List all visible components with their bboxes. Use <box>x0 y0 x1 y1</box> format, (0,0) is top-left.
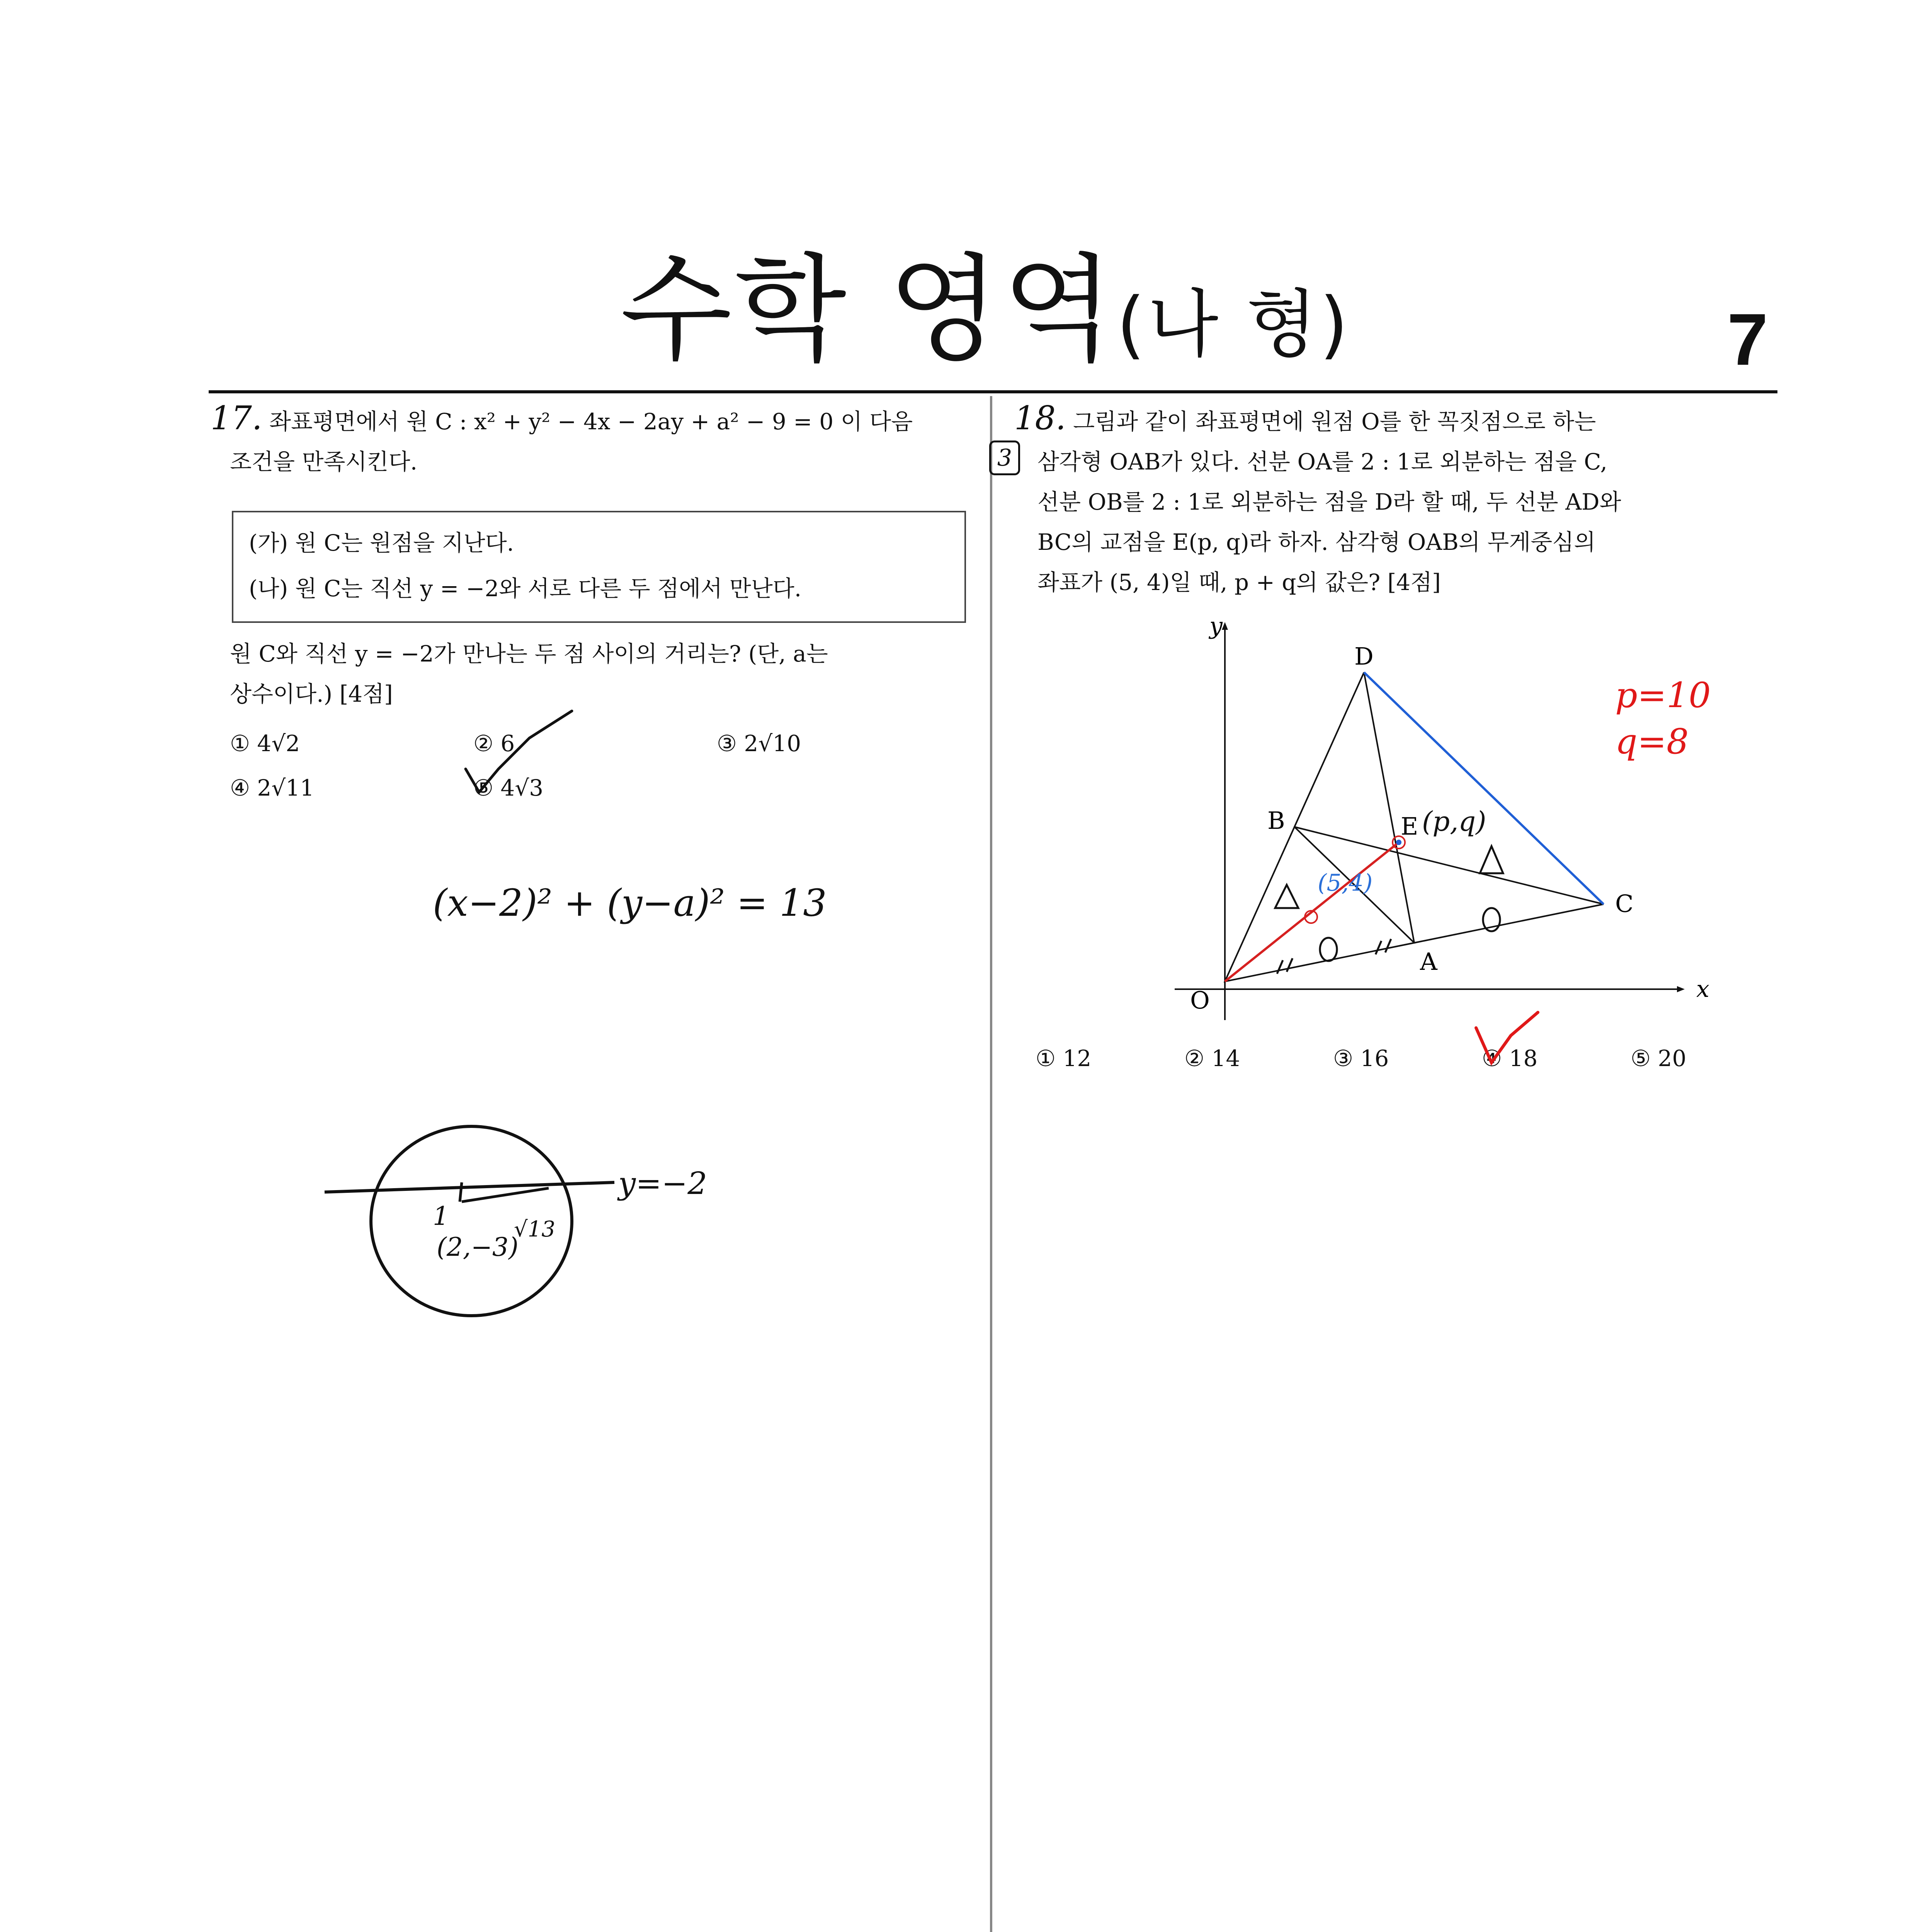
q17-hand-radius-label: √13 <box>514 1217 555 1242</box>
q18-block <box>1014 398 1621 602</box>
label-O: O <box>1190 986 1210 1014</box>
page-number: 7 <box>1727 299 1768 381</box>
q18-choice-3[interactable]: ③ 16 <box>1333 1045 1389 1071</box>
q17-ask-line1: 원 C와 직선 y = −2가 만나는 두 점 사이의 거리는? (단, a는 <box>230 641 828 667</box>
q17-choice-2[interactable]: ② 6 <box>473 730 515 757</box>
q18-number: 18. <box>1014 399 1066 437</box>
tick-marks <box>1277 939 1391 974</box>
x-axis-arrow <box>1677 986 1685 992</box>
q17-check-mark <box>466 711 572 792</box>
q18-choice-5[interactable]: ⑤ 20 <box>1631 1045 1687 1071</box>
q17-choice-5[interactable]: ⑤ 4√3 <box>473 775 544 801</box>
segment-OE <box>1225 842 1399 981</box>
q17-number: 17. <box>211 399 262 437</box>
segment-BD <box>1294 672 1364 827</box>
q18-line3: 선분 OB를 2 : 1로 외분하는 점을 D라 할 때, 두 선분 AD와 <box>1037 489 1621 515</box>
tick-triangle-2 <box>1275 885 1298 908</box>
q17-condition-b: (나) 원 C는 직선 y = −2와 서로 다른 두 점에서 만난다. <box>249 575 802 602</box>
q17-condition-a: (가) 원 C는 원점을 지난다. <box>249 530 514 556</box>
q18-line5: 좌표가 (5, 4)일 때, p + q의 값은? [4점] <box>1037 569 1441 595</box>
segment-AC <box>1414 904 1604 943</box>
q18-hand-E-coord: (p,q) <box>1422 806 1486 837</box>
q17-choice-4[interactable]: ④ 2√11 <box>230 775 315 801</box>
q18-choice-1[interactable]: ① 12 <box>1036 1045 1092 1071</box>
label-A: A <box>1420 947 1437 976</box>
label-D: D <box>1354 642 1374 670</box>
q17-hand-line <box>325 1182 614 1192</box>
q17-hand-one: 1 <box>433 1201 449 1231</box>
q18-hand-centroid: (5,4) <box>1318 869 1373 896</box>
title-subtitle: (나 형) <box>1116 282 1351 367</box>
label-C: C <box>1615 889 1634 918</box>
q18-line1-text: 그림과 같이 좌표평면에 원점 O를 한 꼭짓점으로 하는 <box>1073 408 1596 435</box>
tick-circle-2 <box>1320 938 1337 961</box>
q18-hand-circled-answer: 3 <box>989 440 1020 475</box>
point-E-dot <box>1396 840 1401 845</box>
q17-hand-line-label: y=−2 <box>618 1165 707 1201</box>
x-axis-label: x <box>1696 976 1709 1003</box>
q17-line2: 조건을 만족시킨다. <box>230 449 418 475</box>
q17-line1-text: 좌표평면에서 원 C : x² + y² − 4x − 2ay + a² − 9 = 0 이 다음 <box>269 408 913 435</box>
q18-line1 <box>1014 398 1621 442</box>
q17-handwriting <box>0 0 989 1352</box>
tick-triangle-1 <box>1480 846 1503 873</box>
label-B: B <box>1267 806 1285 835</box>
q17-choice-1[interactable]: ① 4√2 <box>230 730 300 757</box>
q18-hand-q: q=8 <box>1615 721 1689 762</box>
q18-choice-2[interactable]: ② 14 <box>1184 1045 1240 1071</box>
q17-ask-line2: 상수이다.) [4점] <box>230 681 393 707</box>
q18-line4: BC의 교점을 E(p, q)라 하자. 삼각형 OAB의 무게중심의 <box>1037 529 1596 555</box>
y-axis-label: y <box>1209 612 1223 639</box>
q17-hand-equation: (x−2)² + (y−a)² = 13 <box>433 881 827 925</box>
q18-hand-p: p=10 <box>1615 675 1711 716</box>
q18-check-path <box>1476 1012 1538 1063</box>
q18-line2: 삼각형 OAB가 있다. 선분 OA를 2 : 1로 외분하는 점을 C, <box>1037 449 1607 475</box>
q18-check-mark <box>1461 1005 1553 1082</box>
q17-hand-center: (2,−3) <box>437 1232 519 1262</box>
q18-choice-4[interactable]: ④ 18 <box>1482 1045 1538 1071</box>
y-axis-arrow <box>1222 622 1228 630</box>
label-E: E <box>1401 812 1418 840</box>
q17-choice-3[interactable]: ③ 2√10 <box>717 730 801 757</box>
title-main: 수학 영역 <box>620 242 1117 377</box>
